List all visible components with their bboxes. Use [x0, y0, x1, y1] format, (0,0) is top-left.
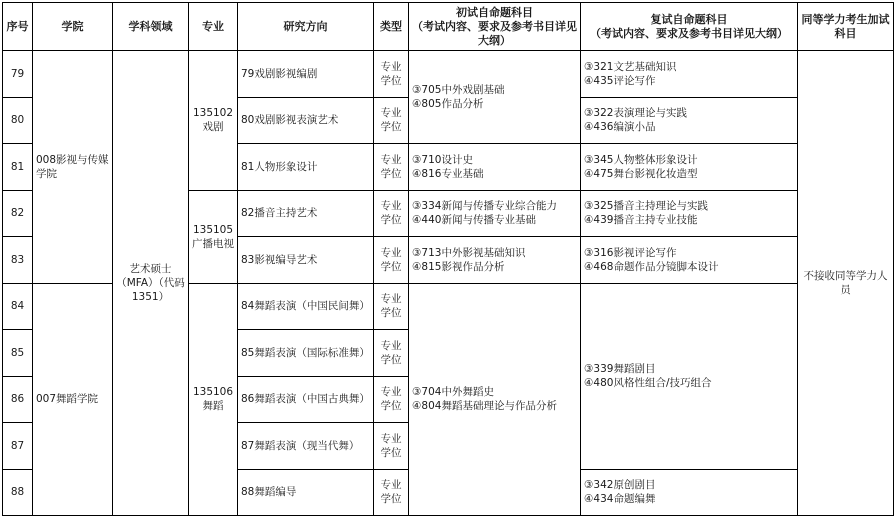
- direction-cell: 81人物形象设计: [238, 144, 374, 191]
- retest-exam-cell: ③339舞蹈剧目 ④480风格性组合/技巧组合: [581, 283, 798, 469]
- retest-exam-cell: ③345人物整体形象设计 ④475舞台影视化妆造型: [581, 144, 798, 191]
- direction-cell: 84舞蹈表演（中国民间舞）: [238, 283, 374, 330]
- retest-exam-cell: ③342原创剧目 ④434命题编舞: [581, 469, 798, 516]
- programs-table: [2, 2, 894, 516]
- seq-cell: 79: [3, 51, 33, 98]
- seq-cell: 80: [3, 97, 33, 144]
- header-seq: 序号: [3, 3, 33, 51]
- seq-cell: 84: [3, 283, 33, 330]
- direction-cell: 80戏剧影视表演艺术: [238, 97, 374, 144]
- type-cell: 专业学位: [374, 376, 409, 423]
- equivalent-exam-cell: 不接收同等学力人员: [798, 51, 894, 516]
- seq-cell: 88: [3, 469, 33, 516]
- direction-cell: 85舞蹈表演（国际标准舞）: [238, 330, 374, 377]
- header-type: 类型: [374, 3, 409, 51]
- type-cell: 专业学位: [374, 97, 409, 144]
- retest-exam-cell: ③316影视评论写作 ④468命题作品分镜脚本设计: [581, 237, 798, 284]
- header-college: 学院: [33, 3, 113, 51]
- type-cell: 专业学位: [374, 190, 409, 237]
- retest-exam-cell: ③325播音主持理论与实践 ④439播音主持专业技能: [581, 190, 798, 237]
- direction-cell: 82播音主持艺术: [238, 190, 374, 237]
- direction-cell: 79戏剧影视编剧: [238, 51, 374, 98]
- header-equivalent-exam: 同等学力考生加试科目: [798, 3, 894, 51]
- retest-exam-cell: ③322表演理论与实践 ④436编演小品: [581, 97, 798, 144]
- type-cell: 专业学位: [374, 469, 409, 516]
- direction-cell: 83影视编导艺术: [238, 237, 374, 284]
- seq-cell: 87: [3, 423, 33, 470]
- field-cell: 艺术硕士（MFA）（代码1351）: [113, 51, 189, 516]
- header-row: [3, 3, 894, 51]
- direction-cell: 86舞蹈表演（中国古典舞）: [238, 376, 374, 423]
- seq-cell: 82: [3, 190, 33, 237]
- type-cell: 专业学位: [374, 330, 409, 377]
- type-cell: 专业学位: [374, 423, 409, 470]
- initial-exam-cell: ③704中外舞蹈史 ④804舞蹈基础理论与作品分析: [409, 283, 581, 516]
- header-direction: 研究方向: [238, 3, 374, 51]
- header-retest-exam: 复试自命题科目 （考试内容、要求及参考书目详见大纲）: [581, 3, 798, 51]
- type-cell: 专业学位: [374, 144, 409, 191]
- initial-exam-cell: ③334新闻与传播专业综合能力 ④440新闻与传播专业基础: [409, 190, 581, 237]
- type-cell: 专业学位: [374, 51, 409, 98]
- college-cell: 007舞蹈学院: [33, 283, 113, 516]
- seq-cell: 86: [3, 376, 33, 423]
- major-cell: 135106 舞蹈: [189, 283, 238, 516]
- seq-cell: 81: [3, 144, 33, 191]
- seq-cell: 85: [3, 330, 33, 377]
- seq-cell: 83: [3, 237, 33, 284]
- initial-exam-cell: ③710设计史 ④816专业基础: [409, 144, 581, 191]
- header-field: 学科领域: [113, 3, 189, 51]
- header-major: 专业: [189, 3, 238, 51]
- major-cell: 135105 广播电视: [189, 190, 238, 283]
- major-cell: 135102 戏剧: [189, 51, 238, 191]
- table-row: [3, 51, 894, 98]
- header-initial-exam: 初试自命题科目 （考试内容、要求及参考书目详见大纲）: [409, 3, 581, 51]
- college-cell: 008影视与传媒学院: [33, 51, 113, 284]
- initial-exam-cell: ③713中外影视基础知识 ④815影视作品分析: [409, 237, 581, 284]
- type-cell: 专业学位: [374, 237, 409, 284]
- initial-exam-cell: ③705中外戏剧基础 ④805作品分析: [409, 51, 581, 144]
- direction-cell: 88舞蹈编导: [238, 469, 374, 516]
- retest-exam-cell: ③321文艺基础知识 ④435评论写作: [581, 51, 798, 98]
- direction-cell: 87舞蹈表演（现当代舞）: [238, 423, 374, 470]
- type-cell: 专业学位: [374, 283, 409, 330]
